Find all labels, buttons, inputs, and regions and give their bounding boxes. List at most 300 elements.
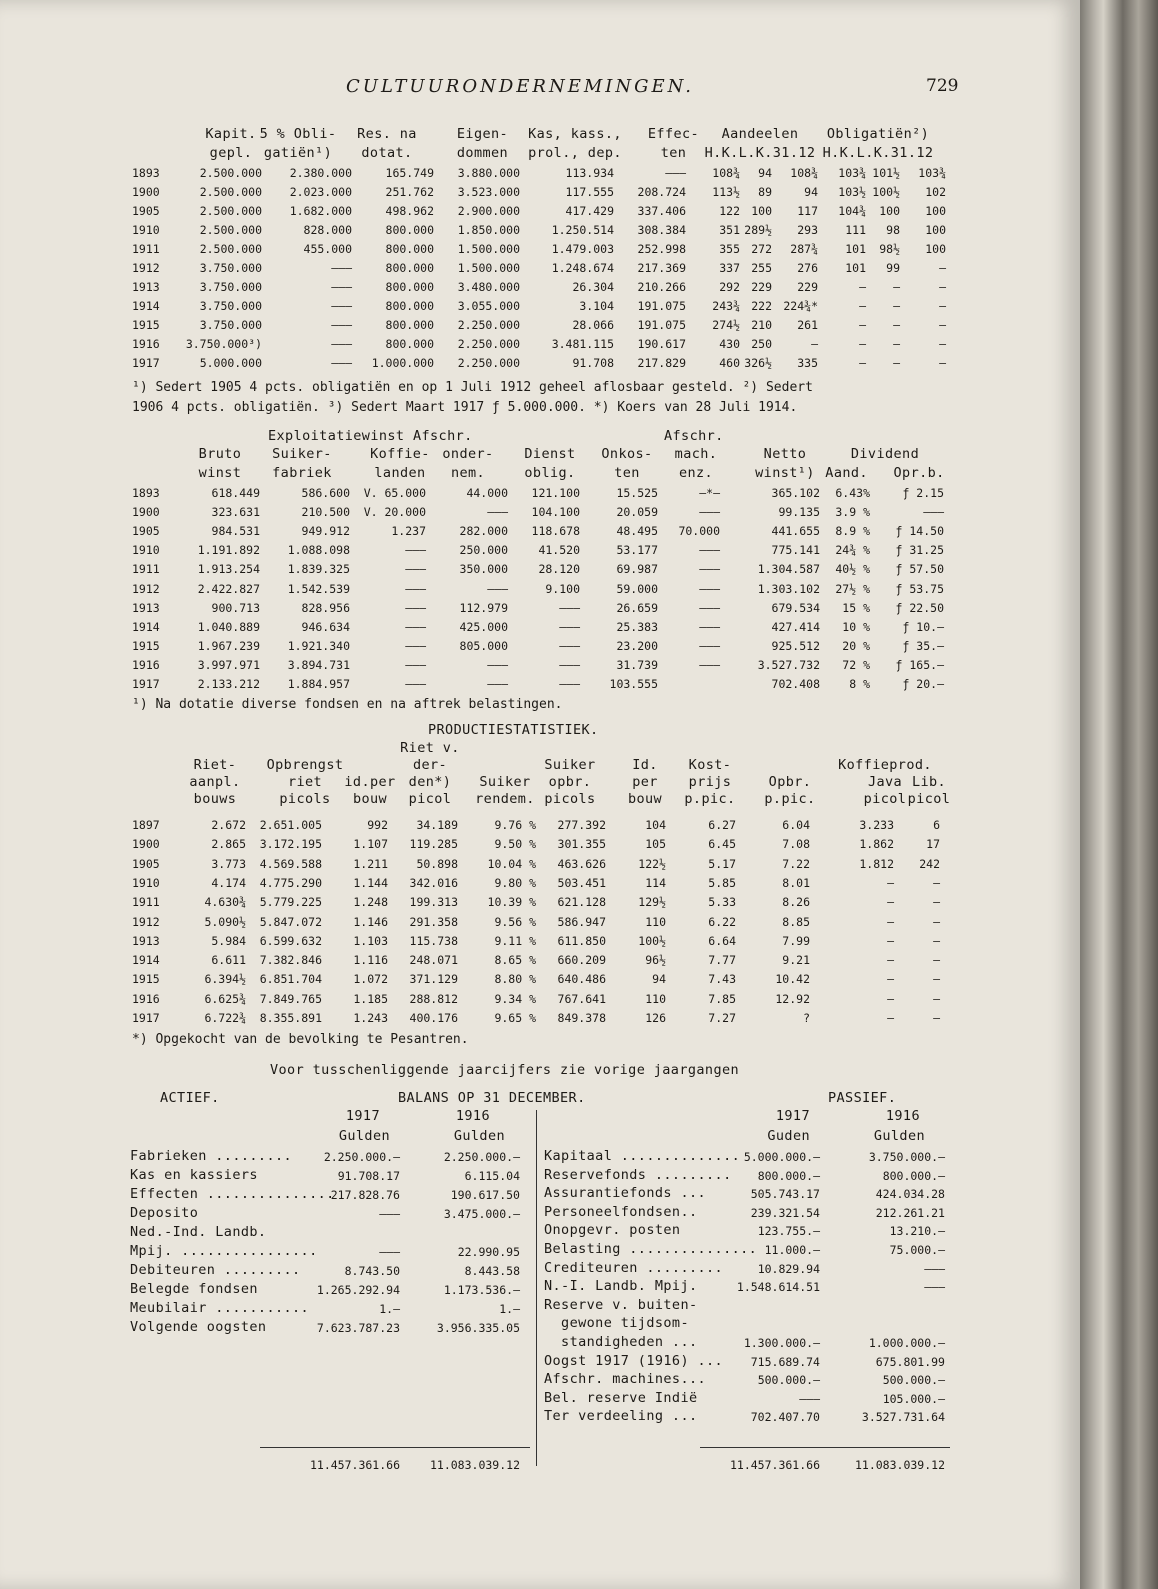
production-cell: ? [803,1011,810,1025]
production-row [0,895,1080,913]
capital-cell: 1911 [132,242,160,256]
profit-cell: 48.495 [616,524,658,539]
profit-cell: ——— [405,657,426,672]
passief-value-1917: 11.000.— [764,1243,820,1257]
production-header-cell: riet [287,774,323,790]
production-cell: 126 [645,1011,666,1025]
production-cell: 6.64 [708,933,736,948]
profit-cell: 9.100 [545,581,580,596]
passief-row [0,1297,1080,1315]
production-cell: 1917 [132,1011,160,1025]
production-header-cell: bouw [627,791,663,807]
production-cell: 6.611 [211,953,246,968]
production-cell: — [887,972,894,987]
profit-cell: ƒ 10.— [902,619,944,634]
production-cell: 8.80 % [494,972,536,987]
capital-cell: 28.066 [572,318,614,332]
passief-label: standigheden ... [544,1334,698,1350]
capital-header-cell: Obligatiën²) [826,126,930,142]
capital-cell: 98 [886,223,900,237]
production-header-cell: Riet v. [400,740,460,756]
production-cell: 9.80 % [494,875,536,890]
capital-cell: 103¾ [838,166,866,180]
passief-label: Oogst 1917 (1916) ... [544,1352,724,1369]
production-cell: 199.313 [409,895,458,910]
profit-cell: ——— [559,638,580,653]
profit-header-cell: winst¹) [755,465,815,481]
production-cell: 6.625¾ [204,991,246,1006]
production-cell: 50.898 [416,856,458,871]
production-cell: 6.27 [708,818,736,832]
actief-value-1916: 8.443.58 [464,1264,520,1278]
profit-cell: 53.177 [616,543,658,558]
profit-cell: 900.713 [211,600,260,615]
capital-header-cell: Aandeelen [721,126,799,142]
capital-cell: 1.850.000 [457,223,520,237]
actief-total-1917: 11.457.361.66 [309,1458,400,1472]
production-cell: 1.243 [353,1011,388,1025]
capital-header-cell: prol., dep. [528,145,622,161]
profit-row [0,524,1080,542]
capital-cell: 3.750.000 [199,318,262,332]
profit-cell: ——— [699,600,720,615]
capital-cell: 3.480.000 [457,280,520,294]
production-cell: — [887,1011,894,1025]
capital-header-cell: Kapit. [205,126,257,142]
capital-cell: 2.250.000 [457,318,520,332]
actief-total-rule [260,1447,530,1448]
passief-value-1916: 3.750.000.— [868,1150,945,1164]
passief-value-1917: 123.755.— [757,1224,820,1239]
production-cell: 1916 [132,991,160,1006]
profit-cell: 3.894.731 [287,657,350,672]
profit-cell: ——— [405,677,426,691]
production-header-cell: Riet- [193,757,237,773]
actief-value-1917: 217.828.76 [330,1188,400,1202]
profit-cell: ——— [405,619,426,634]
profit-row [0,486,1080,504]
profit-cell: 1913 [132,600,160,615]
capital-cell: 1910 [132,223,160,237]
capital-cell: 100 [925,242,946,256]
capital-cell: 351 [719,223,740,237]
profit-cell: 40½ % [835,562,870,577]
profit-cell: ƒ 57.50 [895,562,944,577]
profit-cell: ——— [559,619,580,634]
profit-cell: 775.141 [771,543,820,558]
profit-cell: 15.525 [616,486,658,500]
capital-cell: 98½ [879,242,900,256]
capital-cell: 102 [925,185,946,199]
profit-cell: ——— [487,581,508,596]
profit-cell: ——— [699,657,720,672]
production-header-cell: picol [863,791,907,807]
profit-header-cell: enz. [678,465,714,481]
capital-cell: ——— [331,280,352,294]
production-cell: 1.107 [353,837,388,852]
capital-cell: 229 [751,280,772,294]
production-cell: 400.176 [409,1011,458,1025]
capital-row [0,356,1080,374]
production-cell: 12.92 [775,991,810,1006]
passief-value-1917: 10.829.94 [757,1261,820,1276]
actief-label: Effecten ............... [130,1186,335,1202]
profit-cell: 1914 [132,619,160,634]
capital-cell: — [893,318,900,332]
actief-value-1916: 6.115.04 [464,1169,520,1183]
capital-cell: 111 [845,223,866,237]
profit-cell: ——— [487,657,508,672]
capital-cell: 2.500.000 [199,242,262,256]
production-cell: 640.486 [557,972,606,987]
actief-label: Volgende oogsten [130,1319,267,1335]
capital-row [0,166,1080,184]
actief-value-1916: 3.956.335.05 [436,1321,520,1335]
production-cell: 1905 [132,856,160,871]
production-cell: 7.08 [782,837,810,852]
capital-cell: ——— [331,261,352,275]
passief-row [0,1390,1080,1408]
capital-cell: 103¾ [918,166,946,180]
production-cell: 5.779.225 [259,895,322,910]
production-header-cell: Suiker [544,757,596,773]
production-cell: 2.651.005 [259,818,322,832]
actief-value-1917: ——— [379,1245,400,1259]
capital-cell: 308.384 [637,223,686,237]
production-cell: 17 [926,837,940,852]
capital-cell: 122 [719,204,740,218]
profit-cell: 946.634 [301,619,350,634]
profit-row [0,582,1080,600]
capital-cell: — [811,337,818,351]
passief-value-1917: 239.321.54 [750,1205,820,1220]
profit-cell: 3.9 % [835,505,870,520]
production-header-cell: picols [279,791,331,807]
production-cell: 7.849.765 [259,991,322,1006]
capital-header-cell: ten [660,145,687,161]
capital-cell: 2.900.000 [457,204,520,218]
production-row [0,818,1080,836]
profit-cell: 70.000 [678,524,720,539]
actief-year-1917: 1917 [345,1108,380,1124]
profit-cell: 103.555 [609,677,658,691]
capital-cell: 800.000 [385,299,434,313]
profit-cell: 59.000 [616,581,658,596]
production-cell: — [933,933,940,948]
capital-cell: 191.075 [637,299,686,313]
capital-cell: 104¾ [838,204,866,218]
production-header-cell: p.pic. [684,791,736,807]
actief-value-1916: 2.250.000.— [443,1150,520,1164]
capital-cell: 1917 [132,356,160,370]
profit-cell: 1912 [132,581,160,596]
production-header-cell: Kost- [688,757,732,773]
passief-label: Reservefonds ......... [544,1166,732,1183]
capital-cell: 1913 [132,280,160,294]
profit-cell: 350.000 [459,562,508,577]
production-cell: 660.209 [557,953,606,968]
capital-cell: — [859,299,866,313]
production-cell: 6.599.632 [259,933,322,948]
profit-cell: ——— [699,581,720,596]
production-cell: 7.22 [782,856,810,871]
production-cell: 6.722¾ [204,1011,246,1025]
capital-cell: 1915 [132,318,160,332]
actief-value-1917: 91.708.17 [337,1169,400,1183]
production-cell: 1900 [132,837,160,852]
production-cell: 7.99 [782,933,810,948]
production-cell: 5.984 [211,933,246,948]
capital-cell: 94 [804,185,818,199]
capital-cell: 292 [719,280,740,294]
profit-cell: 925.512 [771,638,820,653]
profit-cell: ƒ 53.75 [895,581,944,596]
capital-cell: — [893,356,900,370]
capital-cell: 800.000 [385,337,434,351]
passief-label: PASSIEF. [828,1090,897,1106]
production-cell: 767.641 [557,991,606,1006]
passief-label: Kapitaal .............. [544,1148,741,1164]
capital-cell: 293 [797,223,818,237]
capital-cell: 3.481.115 [551,337,614,351]
actief-label: Deposito [130,1205,199,1221]
profit-row [0,505,1080,523]
production-header-cell: Opbrengst [266,757,344,773]
capital-cell: 100 [925,223,946,237]
profit-cell: ——— [487,505,508,520]
capital-header-cell: Effec- [647,126,700,142]
profit-cell: ——— [559,677,580,691]
profit-header-cell: Dividend [850,446,920,462]
production-cell: 849.378 [557,1011,606,1025]
actief-value-1917: 8.743.50 [344,1264,400,1278]
passief-label: gewone tijdsom- [544,1315,689,1332]
profit-cell: 250.000 [459,543,508,558]
production-header-cell: prijs [688,774,732,790]
capital-cell: 101 [845,242,866,256]
profit-header-cell: landen [374,465,426,481]
production-cell: 110 [645,914,666,929]
actief-value-1916: 1.— [499,1302,520,1316]
production-cell: 621.128 [557,895,606,910]
profit-cell: 15 % [842,600,870,615]
actief-currency-1917: Gulden [338,1128,390,1144]
passief-row [0,1222,1080,1240]
passief-value-1916: 1.000.000.— [868,1336,945,1350]
profit-cell: ——— [405,581,426,596]
capital-cell: 243¾ [712,299,740,313]
production-cell: 611.850 [557,933,606,948]
production-cell: 1.862 [859,837,894,852]
production-cell: 7.85 [708,991,736,1006]
capital-cell: 337.406 [637,204,686,218]
actief-value-1916: 190.617.50 [450,1188,520,1202]
production-cell: 5.090½ [204,914,246,929]
profit-header-cell: Suiker- [272,446,332,462]
production-cell: 10.39 % [487,895,536,910]
capital-cell: 217.829 [637,356,686,370]
capital-cell: 1893 [132,166,160,180]
production-header-cell: Id. [632,757,658,773]
capital-cell: 210.266 [637,280,686,294]
passief-value-1916: ——— [924,1280,945,1295]
production-cell: 248.071 [409,953,458,968]
capital-cell: 101½ [872,166,900,180]
capital-cell: 229 [797,280,818,294]
profit-header-cell: nem. [450,465,486,481]
passief-label: Reserve v. buiten- [544,1296,698,1313]
capital-cell: 828.000 [303,223,352,237]
passief-row [0,1278,1080,1296]
production-cell: 6.22 [708,914,736,929]
production-cell: 7.27 [708,1011,736,1025]
passief-label: Bel. reserve Indië [544,1389,698,1406]
profit-cell: 1.304.587 [757,562,820,577]
production-cell: 4.569.588 [259,856,322,871]
production-header-cell: bouws [193,791,237,807]
passief-row [0,1241,1080,1259]
passief-row [0,1204,1080,1222]
capital-row [0,204,1080,222]
profit-header-cell: Koffie- [370,446,430,462]
capital-cell: 2.500.000 [199,204,262,218]
capital-cell: 103½ [838,185,866,199]
production-cell: 9.21 [782,953,810,968]
profit-cell: 118.678 [531,524,580,539]
capital-row [0,337,1080,355]
production-cell: 9.50 % [494,837,536,852]
production-row [0,953,1080,971]
production-cell: — [933,972,940,987]
production-cell: 9.11 % [494,933,536,948]
profit-cell: 1916 [132,657,160,672]
capital-note-1: ¹) Sedert 1905 4 pcts. obligatiën en op 1 Juli 1912 geheel aflosbaar gesteld. ²) Sedert [132,380,813,395]
production-header-cell: bouw [352,791,388,807]
capital-cell: 100 [925,204,946,218]
profit-cell: 1.303.102 [757,581,820,596]
profit-cell: 69.987 [616,562,658,577]
production-cell: 1.116 [353,953,388,968]
production-header-cell: picol [907,791,951,807]
production-cell: 1911 [132,895,160,910]
capital-cell: — [859,280,866,294]
capital-cell: 113½ [712,185,740,199]
capital-cell: 287¾ [790,242,818,256]
capital-cell: 3.750.000³) [185,337,262,351]
capital-note-2: 1906 4 pcts. obligatiën. ³) Sedert Maart 1917 ƒ 5.000.000. *) Koers van 28 Juli 1914. [132,400,798,415]
production-cell: 4.174 [211,875,246,890]
capital-cell: 274½ [712,318,740,332]
profit-cell: ——— [405,638,426,653]
profit-cell: 1910 [132,543,160,558]
production-cell: 1.812 [859,856,894,871]
capital-cell: 99 [886,261,900,275]
passief-label: Belasting ............... [544,1241,758,1257]
production-cell: 6.45 [708,837,736,852]
capital-cell: 800.000 [385,261,434,275]
actief-currency-1916: Gulden [453,1128,505,1144]
profit-cell: 8.9 % [835,524,870,539]
profit-cell: 805.000 [459,638,508,653]
capital-cell: 1.248.674 [551,261,614,275]
profit-cell: ƒ 31.25 [895,543,944,558]
profit-cell: 112.979 [459,600,508,615]
production-cell: 100½ [638,933,666,948]
capital-header-cell: gepl. [209,145,253,161]
passief-label: Afschr. machines... [544,1371,707,1388]
capital-cell: 498.962 [385,204,434,218]
production-cell: 288.812 [409,991,458,1006]
actief-label: Ned.-Ind. Landb. [130,1224,267,1240]
production-cell: 6.04 [782,818,810,832]
production-cell: 1.072 [353,972,388,987]
production-row [0,857,1080,875]
profit-row [0,639,1080,657]
passief-total-1916: 11.083.039.12 [854,1458,945,1472]
capital-cell: 261 [797,318,818,332]
profit-cell: ƒ 35.— [902,638,944,653]
production-cell: 115.738 [409,933,458,948]
production-cell: — [933,1011,940,1025]
production-cell: — [933,953,940,968]
production-row [0,1011,1080,1029]
production-cell: — [887,895,894,910]
profit-cell: ——— [405,543,426,558]
capital-row [0,185,1080,203]
passief-row [0,1167,1080,1185]
actief-value-1916: 1.173.536.— [443,1283,520,1297]
profit-header-cell: Aand. Opr.b. [825,465,945,481]
capital-cell: 460 [719,356,740,370]
passief-value-1917: ——— [799,1391,820,1406]
capital-cell: 1.500.000 [457,242,520,256]
capital-cell: 2.250.000 [457,356,520,370]
production-cell: 503.451 [557,875,606,890]
passief-row [0,1408,1080,1426]
profit-cell: 25.383 [616,619,658,634]
production-cell: — [933,895,940,910]
passief-value-1916: 75.000.— [889,1243,945,1257]
profit-cell: 8 % [849,677,870,691]
passief-label: Onopgevr. posten [544,1222,681,1239]
actief-value-1916: 3.475.000.— [443,1207,520,1221]
passief-value-1917: 1.300.000.— [743,1336,820,1350]
capital-cell: 800.000 [385,318,434,332]
profit-cell: 1917 [132,677,160,691]
profit-row [0,562,1080,580]
production-cell: 10.04 % [487,856,536,871]
production-cell: 8.01 [782,875,810,890]
production-header-cell: p.pic. [764,791,816,807]
capital-cell: 217.369 [637,261,686,275]
actief-value-1917: 1.— [379,1302,400,1316]
capital-cell: 5.000.000 [199,356,262,370]
capital-cell: 1912 [132,261,160,275]
passief-value-1917: 5.000.000.— [743,1150,820,1164]
production-cell: — [887,875,894,890]
capital-cell: 2.380.000 [289,166,352,180]
production-cell: 94 [652,972,666,987]
capital-cell: 100 [751,204,772,218]
production-cell: 5.847.072 [259,914,322,929]
profit-cell: ƒ 14.50 [895,524,944,539]
capital-header-cell: H.K.L.K.31.12 [822,145,934,161]
profit-cell: ——— [699,543,720,558]
profit-header-cell: onder- [442,446,494,462]
production-cell: — [887,953,894,968]
production-cell: 5.17 [708,856,736,871]
production-cell: 7.43 [708,972,736,987]
